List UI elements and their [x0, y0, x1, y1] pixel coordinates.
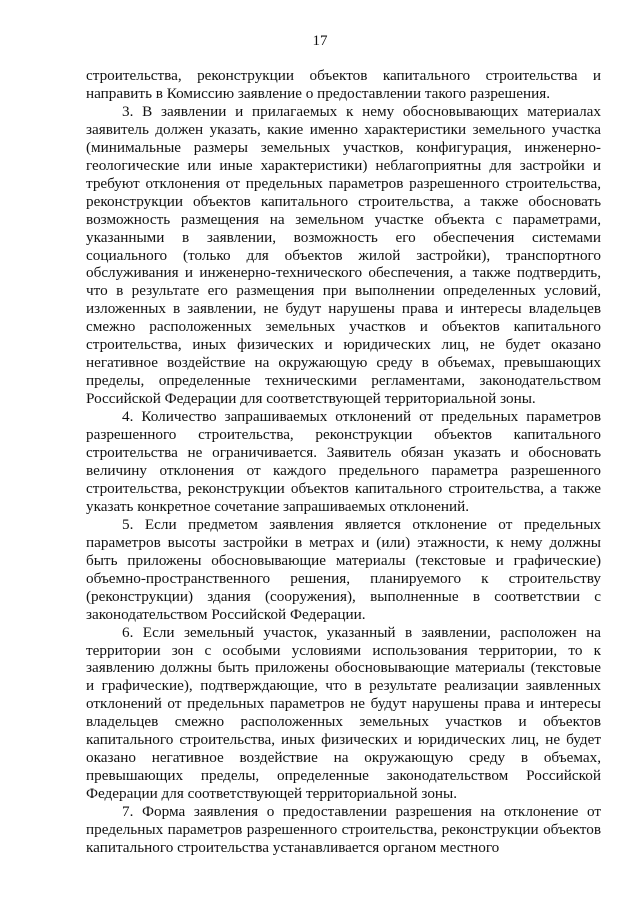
- paragraph-item-4: 4. Количество запрашиваемых отклонений от предельных параметров разрешенного строительства, реконструкции объектов капитального строительства не ограничивается. Заявитель обязан указать и обосновать величину отклонения от каждого предельного параметра разрешенного строительства, реконструкции объектов капитального строительства, а также указать конкретное сочетание запрашиваемых отклонений.: [86, 408, 601, 515]
- document-body: [86, 67, 601, 857]
- paragraph-continuation: строительства, реконструкции объектов капитального строительства и направить в Комиссию заявление о предоставлении такого разрешения.: [86, 67, 601, 102]
- paragraph-item-3: 3. В заявлении и прилагаемых к нему обосновывающих материалах заявитель должен указать, какие именно характеристики земельного участка (минимальные размеры земельных участков, конфигурация, инженерно-геологические или иные характеристики) неблагоприятны для застройки и требуют отклонения от предельных параметров разрешенного строительства, реконструкции объектов капитального строительства, а также обосновать возможность размещения на земельном участке объекта с параметрами, указанными в заявлении, возможность его обеспечения системами социального (только для объектов жилой застройки), транспортного обслуживания и инженерно-технического обеспечения, а также подтвердить, что в результате его размещения при выполнении определенных условий, изложенных в заявлении, не будут нарушены права и интересы владельцев смежно расположенных земельных участков и объектов капитального строительства, иных физических и юридических лиц, не будет оказано негативное воздействие на окружающую среду в объемах, превышающих пределы, определенные техническими регламентами, законодательством Российской Федерации для соответствующей территориальной зоны.: [86, 102, 601, 408]
- page-number: 17: [312, 33, 328, 49]
- paragraph-item-7: 7. Форма заявления о предоставлении разрешения на отклонение от предельных параметров разрешенного строительства, реконструкции объектов капитального строительства устанавливается органом местного: [86, 803, 601, 856]
- paragraph-item-5: 5. Если предметом заявления является отклонение от предельных параметров высоты застройки в метрах и (или) этажности, к нему должны быть приложены обосновывающие материалы (текстовые и графические) объемно-пространственного решения, планируемого к строительству (реконструкции) здания (сооружения), выполненные в соответствии с законодательством Российской Федерации.: [86, 515, 601, 623]
- paragraph-item-6: 6. Если земельный участок, указанный в заявлении, расположен на территории зон с особыми условиями использования территории, то к заявлению должны быть приложены обосновывающие материалы (текстовые и графические), подтверждающие, что в результате реализации заявленных отклонений от предельных параметров не будут нарушены права и интересы владельцев смежно расположенных земельных участков и объектов капитального строительства, иных физических и юридических лиц, не будет оказано негативное воздействие на окружающую среду в объемах, превышающих пределы, определенные законодательством Российской Федерации для соответствующей территориальной зоны.: [86, 623, 601, 803]
